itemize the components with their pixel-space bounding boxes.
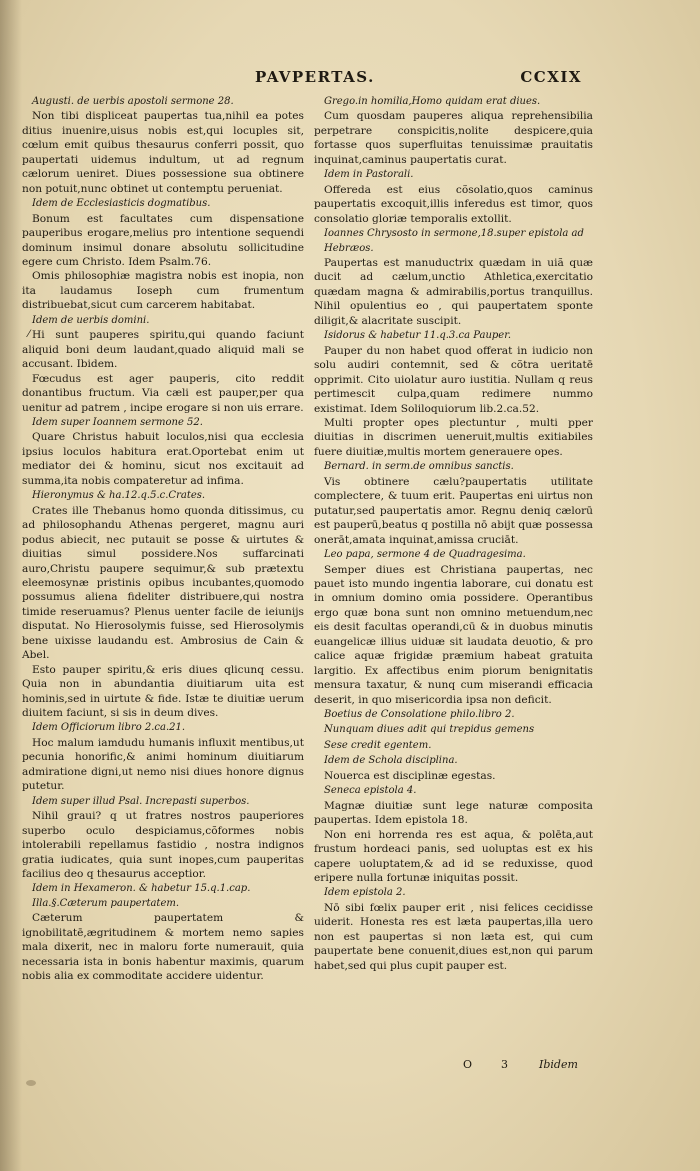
- text-paragraph: Cum quosdam pauperes aliqua reprehensibilia perpetrare conspicitis,nolite despicere,quia fortasse quos superfluitas tenuissimæ prauitatis inquinat,caminus paupertatis curat.: [314, 110, 593, 166]
- text-paragraph: Non tibi displiceat paupertas tua,nihil ea potes ditius inuenire,uisus nobis est,qui locuples sit, cœlum emit quibus thesaurus conferri possit, quo paupertati uidemus indultum, ut ad regnum cælorum ueniret. Diues possessione sua obtinere non potuit,nunc obtinet ut contemptu perueniat.: [22, 110, 304, 195]
- signature-mark: O: [463, 1058, 473, 1071]
- source-citation: Sese credit egentem.: [324, 739, 432, 751]
- source-citation: Seneca epistola 4.: [324, 785, 417, 797]
- text-paragraph: Nō sibi fœlix pauper erit , nisi felices cecidisse uiderit. Honesta res est læta paupertas,illa uero non est paupertas si non læta est, qui cum paupertate bene conuenit,diues est,non qui parum habet,sed qui plus cupit pauper est.: [314, 901, 593, 972]
- source-citation: Idem in Hexameron. & habetur 15.q.1.cap. Illa.§.Cæterum paupertatem.: [32, 883, 251, 909]
- source-citation: Idem de Ecclesiasticis dogmatibus.: [32, 198, 211, 210]
- source-citation: Bernard. in serm.de omnibus sanctis.: [324, 461, 514, 473]
- gutter-shadow: [0, 0, 22, 1171]
- text-paragraph: Vis obtinere cælu?paupertatis utilitate complectere, & tuum erit. Paupertas eni uirtus non putatur,sed paupertatis amor. Regnu deniq cælorū est pauperū,beatus q postilla nō abijt quæ possessa onerāt,amata inquinat,amissa cruciāt.: [314, 475, 593, 546]
- text-paragraph: Quare Christus habuit loculos,nisi qua ecclesia ipsius loculos habitura erat.Oportebat enim ut mediator dei & hominu, sicut nos excitauit ad summa,ita nobis compateretur ad infima.: [22, 431, 304, 487]
- text-paragraph: Offereda est eius cõsolatio,quos caminus paupertatis excoquit,illis inferedus est timor, quos consolatio gloriæ temporalis extollit.: [314, 183, 593, 225]
- source-citation: Leo papa, sermone 4 de Quadragesima.: [324, 549, 526, 561]
- text-paragraph: Hoc malum iamdudu humanis influxit mentibus,ut pecunia honorific,& animi hominum diuitiarum admiratione digni,ut nemo nisi diues honore dignus putetur.: [22, 736, 304, 793]
- source-citation: Idem epistola 2.: [324, 887, 406, 899]
- ink-smudge: [26, 1080, 36, 1086]
- text-paragraph: Magnæ diuitiæ sunt lege naturæ composita paupertas. Idem epistola 18.: [314, 799, 593, 827]
- text-paragraph: ⁄ Hi sunt pauperes spiritu,qui quando faciunt aliquid boni deum laudant,quado aliquid mali se accusant. Ibidem.: [22, 328, 304, 371]
- text-paragraph: Multi propter opes plectuntur , multi pper diuitias in discrimen ueneruit,multis exitiabiles fuere diuitiæ,multis mortem generauere opes.: [314, 416, 593, 458]
- text-paragraph: Semper diues est Christiana paupertas, nec pauet isto mundo ingentia laborare, cui donatu est in omnium domino omia possidere. Operantibus ergo quæ bona sunt non omnino metuendum,nec eis desit facultas operandi,cū & in duobus minutis euangelicæ illius uiduæ sit laudata deuotio, & pro calice aquæ frigidæ præmium habeat gratuita largitio. Ex affectibus enim piorum benignitatis mensura taxatur, & nunq cum miserandi efficacia deserit, in quo misericordia ipsa non deficit.: [314, 563, 593, 706]
- text-paragraph: Crates ille Thebanus homo quonda ditissimus, cu ad philosophandu Athenas pergeret, magnu auri podus abiecit, nec putauit se posse & uirtutes & diuitias simul possidere.Nos suffarcinati auro,Christu paupere sequimur,& sub prætextu eleemosynæ pristinis opibus incubantes,quomodo possumus aliena fideliter distribuere,qui nostra timide reseruamus? Plenus uenter facile de ieiunijs disputat. No Hierosolymis fuisse, sed Hierosolymis bene uixisse laudandu est. Ambrosius de Cain & Abel.: [22, 504, 304, 662]
- source-citation: Augusti. de uerbis apostoli sermone 28.: [32, 96, 234, 107]
- running-title: PAVPERTAS.: [255, 68, 375, 86]
- source-citation: Isidorus & habetur 11.q.3.ca Pauper.: [324, 330, 512, 342]
- text-paragraph: Cæterum paupertatem & ignobilitatē,ægritudinem & mortem nemo sapies mala dixerit, nec in maloru forte numerauit, quia necessaria ista in bonis habentur maximis, quarum nobis alia ex commoditate accidere uidentur.: [22, 912, 304, 983]
- source-citation: Ioannes Chrysosto in sermone,18.super epistola ad Hebræos.: [324, 228, 584, 254]
- text-paragraph: Nouerca est disciplinæ egestas.: [324, 769, 496, 782]
- right-text-column: [314, 94, 593, 973]
- source-citation: Idem de uerbis domini.: [32, 314, 150, 326]
- folio-number: CCXIX: [520, 68, 582, 86]
- signature-number: 3: [501, 1058, 508, 1071]
- source-citation: Idem super illud Psal. Increpasti superbos.: [32, 795, 250, 807]
- text-paragraph: Omis philosophiæ magistra nobis est inopia, non ita laudamus Ioseph cum frumentum distribuebat,sicut cum carcerem habitabat.: [22, 270, 304, 312]
- source-citation: Idem super Ioannem sermone 52.: [32, 416, 203, 428]
- text-paragraph: Bonum est facultates cum dispensatione pauperibus erogare,melius pro intentione sequendi dominum insimul donare absolutu sollicitudine egere cum Christo. Idem Psalm.76.: [22, 212, 304, 268]
- source-citation: Idem Officiorum libro 2.ca.21.: [32, 722, 186, 734]
- text-paragraph: Fœcudus est ager pauperis, cito reddit donantibus fructum. Via cæli est pauper,per qua uenitur ad patrem , incipe erogare si non uis errare.: [22, 372, 304, 414]
- margin-mark: ⁄: [28, 329, 30, 341]
- text-paragraph: Non eni horrenda res est aqua, & polēta,aut frustum hordeaci panis, sed uoluptas est ex his capere uoluptatem,& ad id se reduxisse, quod eripere nulla fortunæ iniquitas possit.: [314, 828, 593, 885]
- source-citation: Idem de Schola disciplina.: [324, 755, 458, 767]
- running-head: [0, 68, 700, 90]
- catchword-line: [463, 1058, 613, 1074]
- source-citation: Idem in Pastorali.: [324, 169, 414, 181]
- text-paragraph: Esto pauper spiritu,& eris diues qlicunq cessu. Quia non in abundantia diuitiarum uita est hominis,sed in uirtute & fide. Istæ te diuitiæ uerum diuitem faciunt, si sis in deum dives.: [22, 663, 304, 720]
- source-citation: Hieronymus & ha.12.q.5.c.Crates.: [32, 490, 206, 502]
- source-citation: Grego.in homilia,Homo quidam erat diues.: [324, 96, 541, 107]
- text-paragraph: Nihil graui? q ut fratres nostros pauperiores superbo oculo despiciamus,cõformes nobis intolerabili repellamus fastidio , nostra indignos gratia iudicates, quia sunt inopes,cum pauperitas facilius deo q thesaurus acceptior.: [22, 810, 304, 881]
- left-text-column: [22, 94, 304, 984]
- source-citation: Boetius de Consolatione philo.libro 2.: [324, 709, 515, 721]
- text-paragraph: Paupertas est manuductrix quædam in uiã quæ ducit ad cælum,unctio Athletica,exercitatio quædam magna & admirabilis,portus tranquillus. Nihil opulentius eo , qui paupertatem sponte diligit,& alacritate suscipit.: [314, 256, 593, 327]
- text-paragraph: Pauper du non habet quod offerat in iudicio non solu audiri contemnit, sed & cõtra ueritatē opprimit. Cito uiolatur auro iustitia. Nullam q reus pertimescit culpa,quam redimere nummo existimat. Idem Soliloquiorum lib.2.ca.52.: [314, 344, 593, 415]
- source-citation: Nunquam diues adit qui trepidus gemens: [324, 724, 535, 736]
- catchword: Ibidem: [539, 1058, 578, 1071]
